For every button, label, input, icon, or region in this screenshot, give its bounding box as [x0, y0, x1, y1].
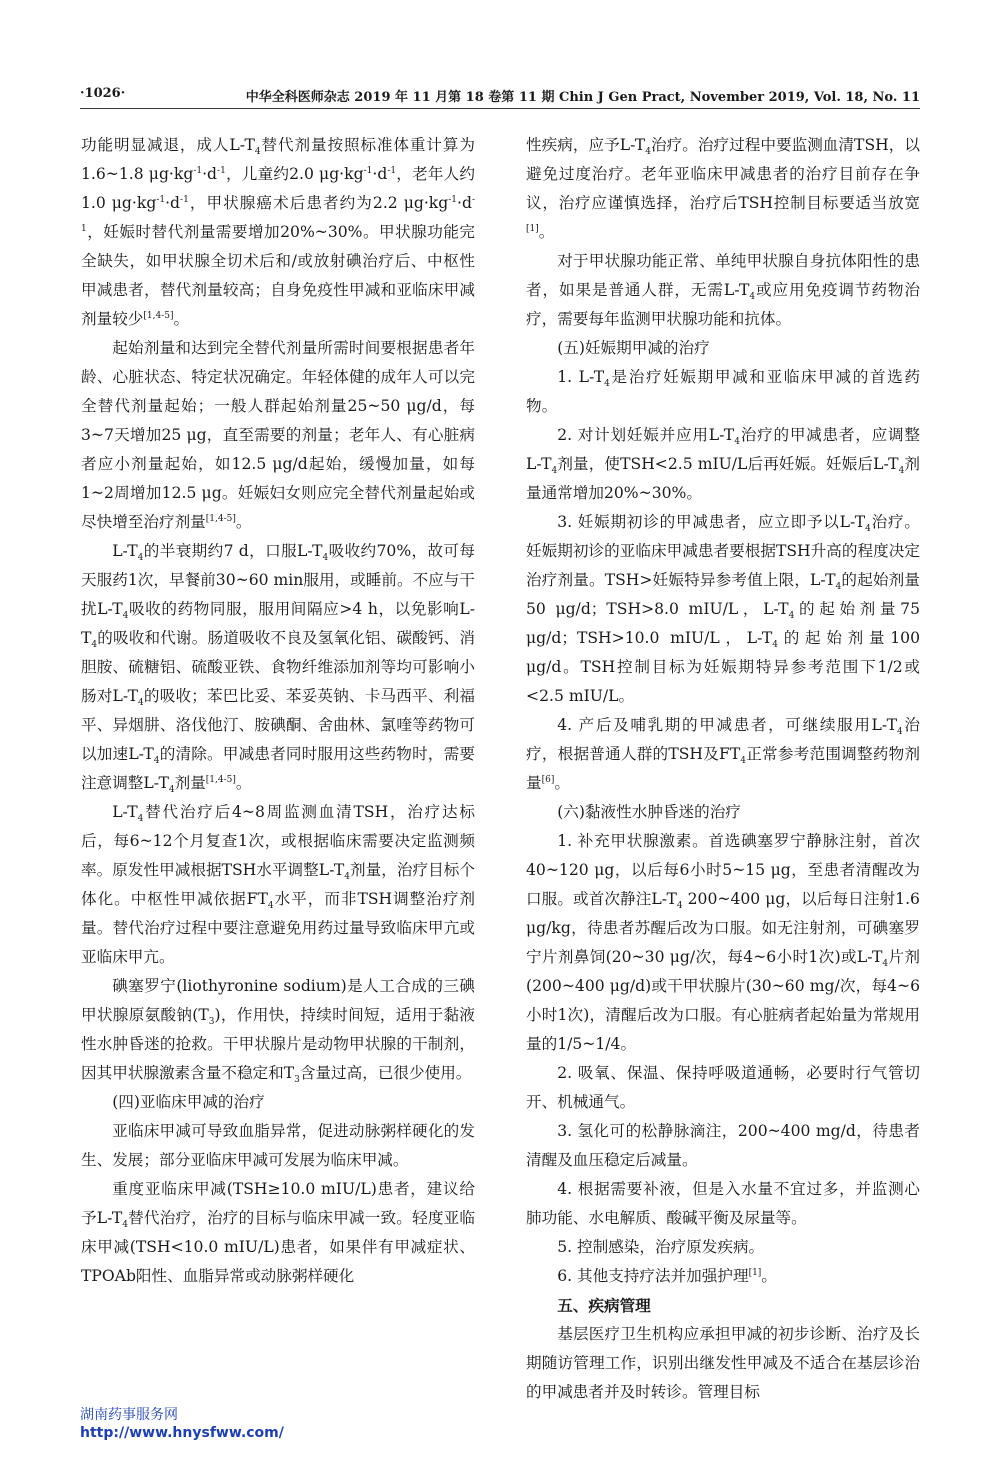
- body-paragraph: 4. 根据需要补液，但是入水量不宜过多，并监测心肺功能、水电解质、酸碱平衡及尿量等。: [526, 1180, 920, 1227]
- right-column: [526, 131, 920, 1407]
- watermark: [80, 1406, 284, 1442]
- body-paragraph: (六)黏液性水肿昏迷的治疗: [557, 803, 741, 821]
- body-paragraph: 重度亚临床甲减(TSH≥10.0 mIU/L)患者，建议给予$L-T_4$替代治疗，治疗的目标与临床甲减一致。轻度亚临床甲减(TSH<10.0 mIU/L)患者，如果伴有甲减症状、TPOAb阳性、血脂异常或动脉粥样硬化: [81, 1180, 475, 1285]
- body-paragraph: (五)妊娠期甲减的治疗: [557, 339, 710, 357]
- body-paragraph: $L-T_4$的半衰期约7 d，口服$L-T_4$吸收约70%，故可每天服药1次，早餐前30~60 min服用，或睡前。不应与干扰$L-T_4$吸收的药物同服，服用间隔应>4 h，以免影响$L-T_4$的吸收和代谢。肠道吸收不良及氢氧化铝、碳酸钙、消胆胺、硫糖铝、硫酸亚铁、食物纤维添加剂等均可影响小肠对$L-T_4$的吸收；苯巴比妥、苯妥英钠、卡马西平、利福平、异烟肼、洛伐他汀、胺碘酮、舍曲林、氯喹等药物可以加速$L-T_4$的清除。甲减患者同时服用这些药物时，需要注意调整$L-T_4$剂量[1,4-5]。: [81, 542, 475, 796]
- body-paragraph: 3. 妊娠期初诊的甲减患者，应立即予以$L-T_4$治疗。妊娠期初诊的亚临床甲减患者要根据TSH升高的程度决定治疗剂量。TSH>妊娠特异参考值上限，$L-T_4$的起始剂量50 μg/d；TSH>8.0 mIU/L，$L-T_4$的起始剂量75 μg/d；TSH>10.0 mIU/L，$L-T_4$的起始剂量100 μg/d。TSH控制目标为妊娠期特异参考范围下1/2或<2.5 mIU/L。: [526, 513, 921, 705]
- body-paragraph: 性疾病，应予$L-T_4$治疗。治疗过程中要监测血清TSH，以避免过度治疗。老年亚临床甲减患者的治疗目前存在争议，治疗应谨慎选择，治疗后TSH控制目标要适当放宽[1]。: [526, 136, 920, 241]
- header-rule: [80, 108, 920, 109]
- body-paragraph: 6. 其他支持疗法并加强护理[1]。: [557, 1267, 777, 1285]
- page-number: ·1026·: [80, 86, 126, 101]
- body-paragraph: 1. $L-T_4$是治疗妊娠期甲减和亚临床甲减的首选药物。: [526, 368, 920, 415]
- body-paragraph: 对于甲状腺功能正常、单纯甲状腺自身抗体阳性的患者，如果是普通人群，无需$L-T_4$或应用免疫调节药物治疗，需要每年监测甲状腺功能和抗体。: [526, 252, 920, 328]
- body-paragraph: 基层医疗卫生机构应承担甲减的初步诊断、治疗及长期随访管理工作，识别出继发性甲减及不适合在基层诊治的甲减患者并及时转诊。管理目标: [526, 1325, 920, 1401]
- body-paragraph: $L-T_4$替代治疗后4~8周监测血清TSH，治疗达标后，每6~12个月复查1次，或根据临床需要决定监测频率。原发性甲减根据TSH水平调整$L-T_4$剂量，治疗目标个体化。中枢性甲减依据$FT_4$水平，而非TSH调整治疗剂量。替代治疗过程中要注意避免用药过量导致临床甲亢或亚临床甲亢。: [81, 803, 475, 966]
- body-paragraph: 1. 补充甲状腺激素。首选碘塞罗宁静脉注射，首次40~120 μg，以后每6小时5~15 μg，至患者清醒改为口服。或首次静注$L-T_4$ 200~400 μg，以后每日注射1.6 μg/kg，待患者苏醒后改为口服。如无注射剂，可碘塞罗宁片剂鼻饲(20~30 μg/次，每4~6小时1次)或$L-T_4$片剂(200~400 μg/d)或干甲状腺片(30~60 mg/次，每4~6小时1次)，清醒后改为口服。有心脏病者起始量为常规用量的1/5~1/4。: [526, 832, 920, 1053]
- body-paragraph: (四)亚临床甲减的治疗: [112, 1093, 265, 1111]
- body-paragraph: 5. 控制感染，治疗原发疾病。: [557, 1238, 765, 1256]
- watermark-site-name: 湖南药事服务网: [80, 1407, 178, 1423]
- running-header: [80, 84, 920, 106]
- watermark-url: http://www.hnysfww.com/: [80, 1425, 284, 1441]
- body-paragraph: 起始剂量和达到完全替代剂量所需时间要根据患者年龄、心脏状态、特定状况确定。年轻体健的成年人可以完全替代剂量起始；一般人群起始剂量25~50 μg/d，每3~7天增加25 μg，直至需要的剂量；老年人、有心脏病者应小剂量起始，如12.5 μg/d起始，缓慢加量，如每1~2周增加12.5 μg。妊娠妇女则应完全替代剂量起始或尽快增至治疗剂量[1,4-5]。: [81, 339, 475, 531]
- body-paragraph: 2. 对计划妊娠并应用$L-T_4$治疗的甲减患者，应调整$L-T_4$剂量，使TSH<2.5 mIU/L后再妊娠。妊娠后$L-T_4$剂量通常增加20%~30%。: [526, 426, 920, 502]
- body-paragraph: 功能明显减退，成人$L-T_4$替代剂量按照标准体重计算为1.6~1.8 $\mu g\cdot kg^{-1}\cdot d^{-1}$，儿童约2.0 $\mu g\cdot kg^{-1}\cdot d^{-1}$，老年人约1.0 $\mu g\cdot kg^{-1}\cdot d^{-1}$，甲状腺癌术后患者约为2.2 $\mu g\cdot kg^{-1}\cdot d^{-1}$，妊娠时替代剂量需要增加20%~30%。甲状腺功能完全缺失，如甲状腺全切术后和/或放射碘治疗后、中枢性甲减患者，替代剂量较高；自身免疫性甲减和亚临床甲减剂量较少[1,4-5]。: [81, 136, 475, 328]
- body-paragraph: 亚临床甲减可导致血脂异常，促进动脉粥样硬化的发生、发展；部分亚临床甲减可发展为临床甲减。: [81, 1122, 475, 1169]
- body-paragraph: 3. 氢化可的松静脉滴注，200~400 mg/d，待患者清醒及血压稳定后减量。: [526, 1122, 920, 1169]
- body-paragraph: 2. 吸氧、保温、保持呼吸道通畅，必要时行气管切开、机械通气。: [526, 1064, 920, 1111]
- left-column: [81, 131, 475, 1291]
- journal-citation: 中华全科医师杂志 2019 年 11 月第 18 卷第 11 期 Chin J Gen Pract, November 2019, Vol. 18, No. 11: [245, 90, 920, 105]
- body-paragraph: 碘塞罗宁(liothyronine sodium)是人工合成的三碘甲状腺原氨酸钠$(T_3)$，作用快，持续时间短，适用于黏液性水肿昏迷的抢救。干甲状腺片是动物甲状腺的干制剂，因其甲状腺激素含量不稳定和$T_3$含量过高，已很少使用。: [81, 977, 475, 1086]
- body-paragraph: 4. 产后及哺乳期的甲减患者，可继续服用$L-T_4$治疗，根据普通人群的TSH及$FT_4$正常参考范围调整药物剂量[6]。: [526, 716, 920, 792]
- section-heading: 五、疾病管理: [557, 1296, 651, 1315]
